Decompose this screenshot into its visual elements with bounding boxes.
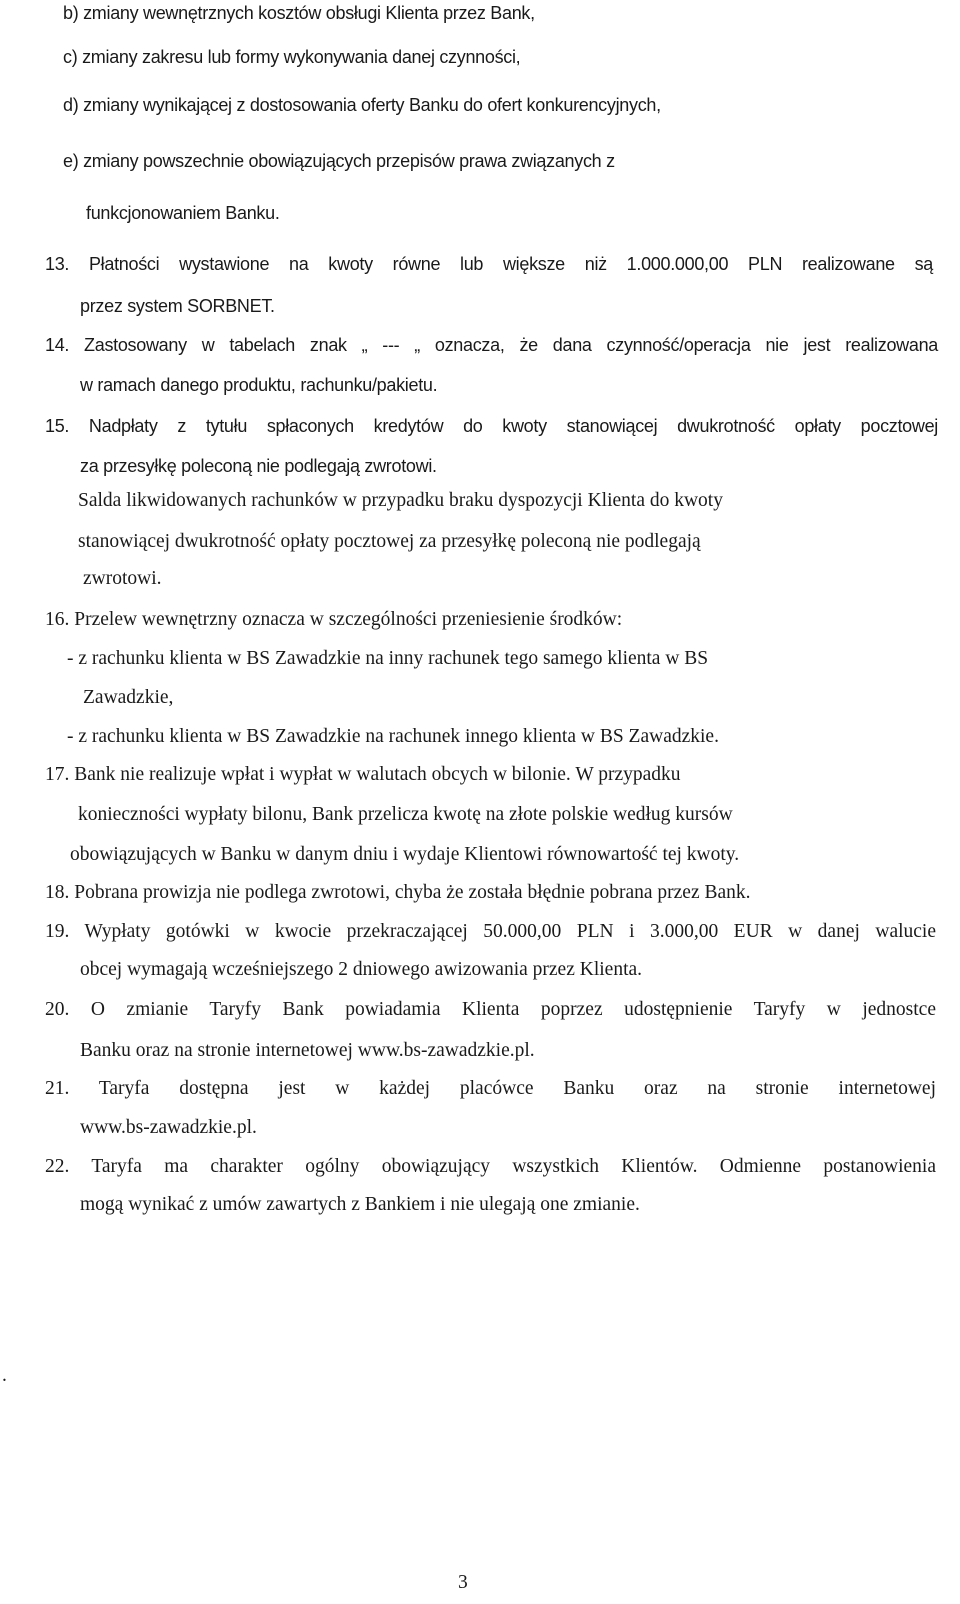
page-number: 3	[458, 1572, 468, 1593]
text-line: - z rachunku klienta w BS Zawadzkie na rachunek innego klienta w BS Zawadzkie.	[67, 726, 719, 747]
text-line: 13. Płatności wystawione na kwoty równe lub większe niż 1.000.000,00 PLN realizowane są	[45, 254, 933, 274]
text-line: 20. O zmianie Taryfy Bank powiadamia Klienta poprzez udostępnienie Taryfy w jednostce	[45, 999, 936, 1020]
text-line: przez system SORBNET.	[80, 296, 275, 316]
text-line: 15. Nadpłaty z tytułu spłaconych kredytów do kwoty stanowiącej dwukrotność opłaty pocztowej	[45, 416, 938, 436]
text-line: Banku oraz na stronie internetowej www.bs-zawadzkie.pl.	[80, 1040, 535, 1061]
text-line: 14. Zastosowany w tabelach znak „ --- „ oznacza, że dana czynność/operacja nie jest realizowana	[45, 335, 938, 355]
text-line: 18. Pobrana prowizja nie podlega zwrotowi, chyba że została błędnie pobrana przez Bank.	[45, 882, 751, 903]
text-line: c) zmiany zakresu lub formy wykonywania danej czynności,	[63, 47, 521, 67]
text-line: zwrotowi.	[83, 568, 162, 589]
text-line: 22. Taryfa ma charakter ogólny obowiązujący wszystkich Klientów. Odmienne postanowienia	[45, 1156, 936, 1177]
text-line: obowiązujących w Banku w danym dniu i wydaje Klientowi równowartość tej kwoty.	[70, 844, 740, 865]
text-line: Salda likwidowanych rachunków w przypadku braku dyspozycji Klienta do kwoty	[78, 490, 723, 511]
text-line: 21. Taryfa dostępna jest w każdej placówce Banku oraz na stronie internetowej	[45, 1078, 936, 1099]
text-line: b) zmiany wewnętrznych kosztów obsługi Klienta przez Bank,	[63, 3, 535, 23]
text-line: e) zmiany powszechnie obowiązujących przepisów prawa związanych z	[63, 151, 615, 171]
text-line: www.bs-zawadzkie.pl.	[80, 1117, 257, 1138]
text-line: d) zmiany wynikającej z dostosowania oferty Banku do ofert konkurencyjnych,	[63, 95, 661, 115]
text-line: funkcjonowaniem Banku.	[86, 203, 280, 223]
text-line: 17. Bank nie realizuje wpłat i wypłat w walutach obcych w bilonie. W przypadku	[45, 764, 681, 785]
text-line: za przesyłkę poleconą nie podlegają zwrotowi.	[80, 456, 437, 476]
text-line: w ramach danego produktu, rachunku/pakietu.	[80, 375, 438, 395]
stray-mark: .	[2, 1365, 7, 1386]
text-line: stanowiącej dwukrotność opłaty pocztowej za przesyłkę poleconą nie podlegają	[78, 531, 701, 552]
text-line: konieczności wypłaty bilonu, Bank przelicza kwotę na złote polskie według kursów	[78, 804, 733, 825]
text-line: - z rachunku klienta w BS Zawadzkie na inny rachunek tego samego klienta w BS	[67, 648, 709, 669]
text-line: obcej wymagają wcześniejszego 2 dniowego awizowania przez Klienta.	[80, 959, 643, 980]
text-line: Zawadzkie,	[83, 687, 174, 708]
text-line: 16. Przelew wewnętrzny oznacza w szczególności przeniesienie środków:	[45, 609, 623, 630]
text-line: 19. Wypłaty gotówki w kwocie przekraczającej 50.000,00 PLN i 3.000,00 EUR w danej walucie	[45, 921, 936, 942]
text-line: mogą wynikać z umów zawartych z Bankiem i nie ulegają one zmianie.	[80, 1194, 640, 1215]
